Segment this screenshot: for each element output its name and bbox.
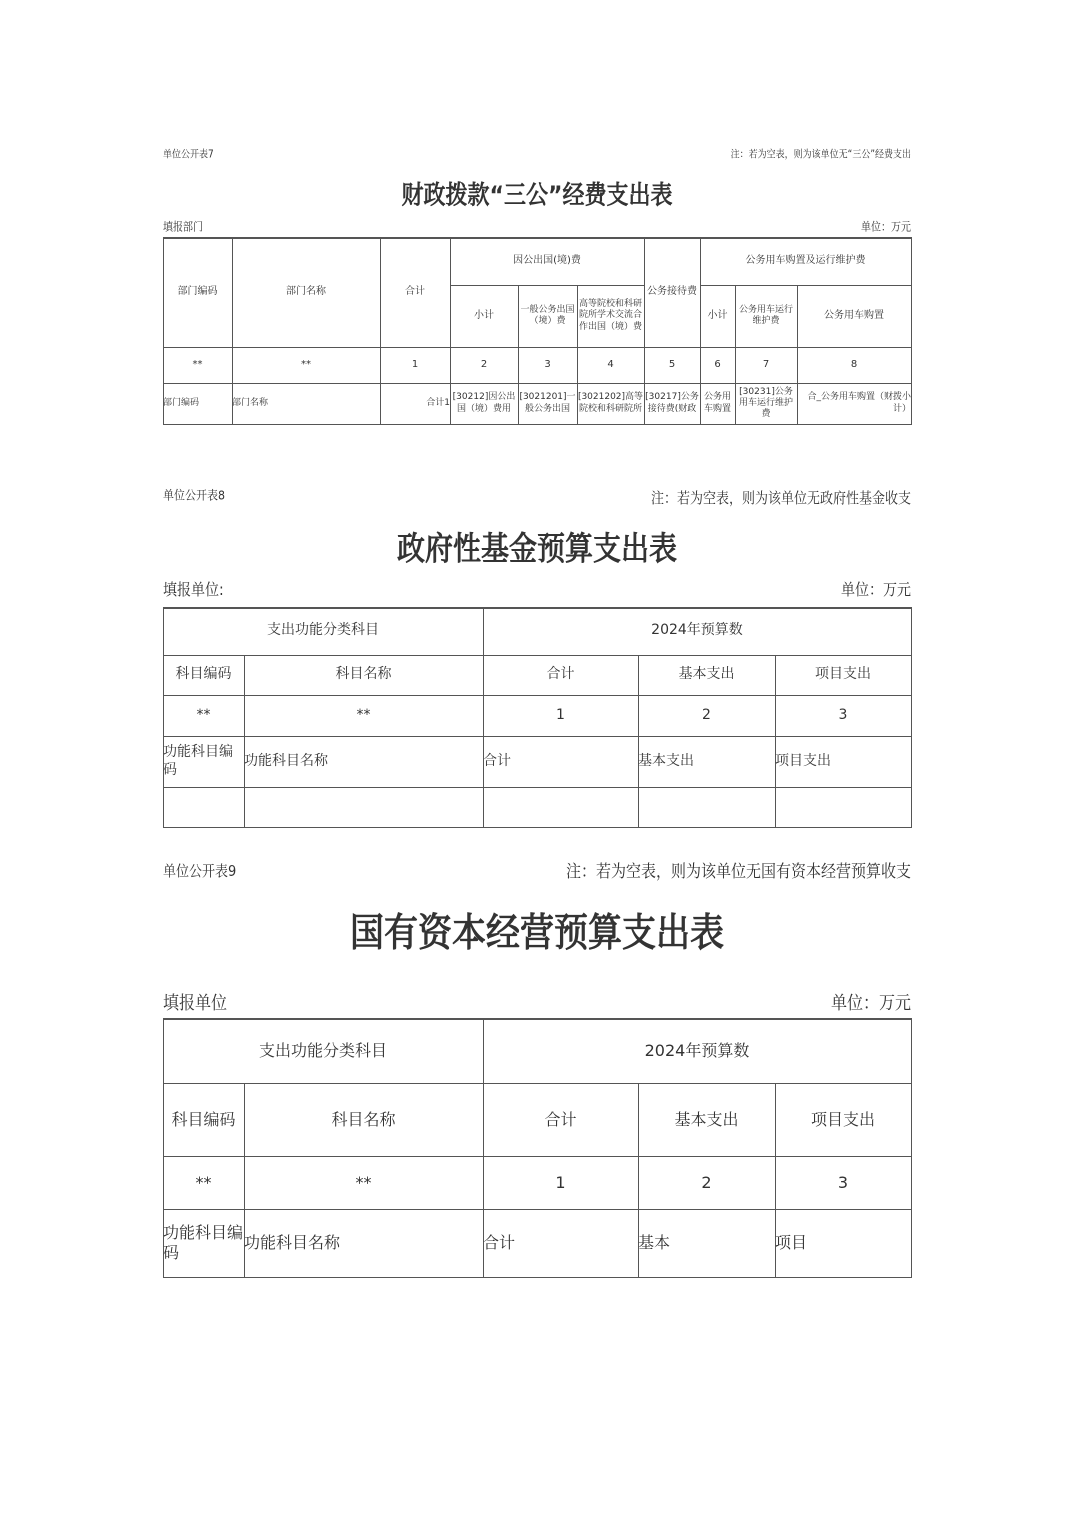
unit-label: 单位：万元 xyxy=(861,221,911,235)
empty-cell xyxy=(163,787,245,828)
column-number xyxy=(450,347,519,384)
data-cell xyxy=(380,383,451,425)
cell-text: 3 xyxy=(544,358,551,370)
fill-unit: 填报单位: xyxy=(163,580,224,600)
column-number xyxy=(638,695,776,737)
cell-text: 科目名称 xyxy=(335,666,392,683)
cell-text: 功能科目编码 xyxy=(163,744,233,778)
column-number xyxy=(483,695,639,737)
data-cell xyxy=(735,383,798,425)
cell-text: [3021202]高等院校和科研院所 xyxy=(577,392,644,414)
fill-unit: 填报单位 xyxy=(163,991,228,1014)
cell-text: 1 xyxy=(556,706,565,723)
cell-text: 2 xyxy=(480,358,488,370)
cell-text: 部门名称 xyxy=(286,285,326,297)
cell-text: 2024年预算数 xyxy=(644,1040,750,1060)
data-cell xyxy=(638,1209,776,1278)
data-cell xyxy=(797,383,912,425)
table-cell xyxy=(244,655,484,696)
column-number xyxy=(577,347,645,384)
table-title: 财政拨款“三公”经费支出表 xyxy=(401,181,673,211)
data-cell xyxy=(163,1209,245,1278)
data-cell xyxy=(244,736,484,788)
cell-text: ** xyxy=(192,358,203,370)
cell-text: 公务用车购置及运行维护费 xyxy=(745,254,866,266)
empty-cell xyxy=(638,787,776,828)
column-number xyxy=(244,695,484,737)
column-number xyxy=(797,347,912,384)
empty-cell xyxy=(244,787,484,828)
cell-text: 科目编码 xyxy=(171,1109,236,1129)
fill-unit: 填报部门 xyxy=(163,221,203,235)
column-number xyxy=(483,1156,639,1210)
table-cell xyxy=(483,1018,912,1084)
cell-text: 基本 xyxy=(638,1233,671,1252)
cell-text: 因公出国(境)费 xyxy=(513,254,581,266)
table-cell xyxy=(700,237,912,286)
cell-text: ** xyxy=(355,1172,372,1192)
table-code: 单位公开表8 xyxy=(163,488,225,504)
empty-cell xyxy=(483,787,639,828)
column-number xyxy=(380,347,451,384)
cell-text: 7 xyxy=(762,358,770,370)
table-code: 单位公开表9 xyxy=(163,863,237,881)
cell-text: 科目名称 xyxy=(331,1109,396,1129)
cell-text: 支出功能分类科目 xyxy=(258,1040,387,1060)
data-cell xyxy=(644,383,701,425)
cell-text: ** xyxy=(195,1172,212,1192)
cell-text: [3021201]一般公务出国 xyxy=(519,392,576,414)
unit-label: 单位：万元 xyxy=(830,991,911,1014)
unit-label: 单位：万元 xyxy=(841,580,911,600)
data-cell xyxy=(700,383,736,425)
cell-text: 8 xyxy=(850,358,858,370)
cell-text: 部门编码 xyxy=(177,285,218,297)
table-cell xyxy=(644,237,701,348)
cell-text: 合计1 xyxy=(426,397,450,408)
cell-text: [30231]公务用车运行维护费 xyxy=(738,386,793,420)
table-cell xyxy=(163,1083,245,1157)
table-cell xyxy=(232,237,381,348)
cell-text: 基本支出 xyxy=(678,666,735,683)
cell-text: 项目支出 xyxy=(810,1109,875,1129)
cell-text: 公务用车购置 xyxy=(703,392,731,414)
cell-text: 项目支出 xyxy=(775,752,831,769)
cell-text: 合计 xyxy=(405,285,425,297)
table-cell xyxy=(518,285,578,348)
cell-text: 科目编码 xyxy=(175,666,232,683)
data-cell xyxy=(638,736,776,788)
column-number xyxy=(700,347,736,384)
table-cell xyxy=(638,1083,776,1157)
cell-text: 一般公务出国（境）费 xyxy=(520,304,575,326)
table-cell xyxy=(577,285,645,348)
cell-text: 1 xyxy=(411,358,419,370)
cell-text: 合计 xyxy=(546,666,575,683)
data-cell xyxy=(518,383,578,425)
table-cell xyxy=(638,655,776,696)
cell-text: 小计 xyxy=(707,309,728,321)
cell-text: 3 xyxy=(838,706,848,723)
cell-text: 项目 xyxy=(775,1233,808,1252)
cell-text: 合计 xyxy=(483,1233,516,1252)
table-note: 注：若为空表，则为该单位无政府性基金收支 xyxy=(650,490,911,508)
table-title: 国有资本经营预算支出表 xyxy=(350,910,724,957)
cell-text: ** xyxy=(356,706,371,723)
cell-text: 支出功能分类科目 xyxy=(267,622,379,639)
cell-text: 3 xyxy=(837,1172,849,1192)
column-number xyxy=(244,1156,484,1210)
table-cell xyxy=(700,285,736,348)
cell-text: 合计 xyxy=(483,752,511,769)
data-cell xyxy=(577,383,645,425)
cell-text: 合_公务用车购置（财拨小计） xyxy=(807,392,911,414)
column-number xyxy=(775,695,912,737)
cell-text: 部门编码 xyxy=(163,397,200,408)
cell-text: 高等院校和科研院所学术交流合作出国（境）费 xyxy=(578,299,642,332)
table-cell xyxy=(483,1083,639,1157)
cell-text: 6 xyxy=(714,358,721,370)
cell-text: 功能科目名称 xyxy=(244,752,328,769)
cell-text: ** xyxy=(301,358,311,370)
cell-text: 5 xyxy=(668,358,676,370)
cell-text: 2 xyxy=(701,1172,712,1192)
cell-text: 部门名称 xyxy=(232,397,269,408)
cell-text: 功能科目编码 xyxy=(163,1223,244,1262)
cell-text: 2 xyxy=(702,706,711,723)
table-cell xyxy=(735,285,798,348)
cell-text: 合计 xyxy=(544,1109,577,1129)
cell-text: 项目支出 xyxy=(815,666,871,683)
cell-text: 公务用车购置 xyxy=(824,309,884,321)
table-cell xyxy=(483,655,639,696)
cell-text: 基本支出 xyxy=(638,752,694,769)
cell-text: 小计 xyxy=(474,309,494,321)
data-cell xyxy=(450,383,519,425)
data-cell xyxy=(163,383,233,425)
table-cell xyxy=(380,237,451,348)
table-cell xyxy=(163,607,484,656)
data-cell xyxy=(775,1209,912,1278)
column-number xyxy=(638,1156,776,1210)
cell-text: [30217]公务接待费(财政 xyxy=(645,392,699,414)
column-number xyxy=(644,347,701,384)
cell-text: 功能科目名称 xyxy=(244,1233,341,1252)
table-cell xyxy=(483,607,912,656)
cell-text: [30212]因公出国（境）费用 xyxy=(452,392,516,414)
data-cell xyxy=(483,1209,639,1278)
table-cell xyxy=(775,1083,912,1157)
table-code: 单位公开表7 xyxy=(163,149,214,161)
column-number xyxy=(775,1156,912,1210)
data-cell xyxy=(163,736,245,788)
cell-text: 公务用车运行维护费 xyxy=(738,304,793,326)
table-cell xyxy=(163,655,245,696)
data-cell xyxy=(483,736,639,788)
cell-text: 4 xyxy=(607,358,614,370)
column-number xyxy=(232,347,381,384)
cell-text: 基本支出 xyxy=(674,1109,739,1129)
column-number xyxy=(163,1156,245,1210)
table-cell xyxy=(163,237,233,348)
table-cell xyxy=(244,1083,484,1157)
cell-text: 2024年预算数 xyxy=(651,622,743,639)
column-number xyxy=(735,347,798,384)
column-number xyxy=(163,695,245,737)
cell-text: 公务接待费 xyxy=(647,285,697,297)
data-cell xyxy=(244,1209,484,1278)
table-cell xyxy=(163,1018,484,1084)
table-cell xyxy=(797,285,912,348)
cell-text: ** xyxy=(196,706,211,723)
table-cell xyxy=(450,237,645,286)
data-cell xyxy=(232,383,381,425)
column-number xyxy=(163,347,233,384)
data-cell xyxy=(775,736,912,788)
cell-text: 1 xyxy=(555,1172,566,1192)
table-note: 注：若为空表，则为该单位无国有资本经营预算收支 xyxy=(565,860,911,882)
column-number xyxy=(518,347,578,384)
table-cell xyxy=(450,285,519,348)
table-cell xyxy=(775,655,912,696)
table-note: 注：若为空表，则为该单位无“三公”经费支出 xyxy=(730,149,911,161)
table-title: 政府性基金预算支出表 xyxy=(396,529,677,568)
empty-cell xyxy=(775,787,912,828)
